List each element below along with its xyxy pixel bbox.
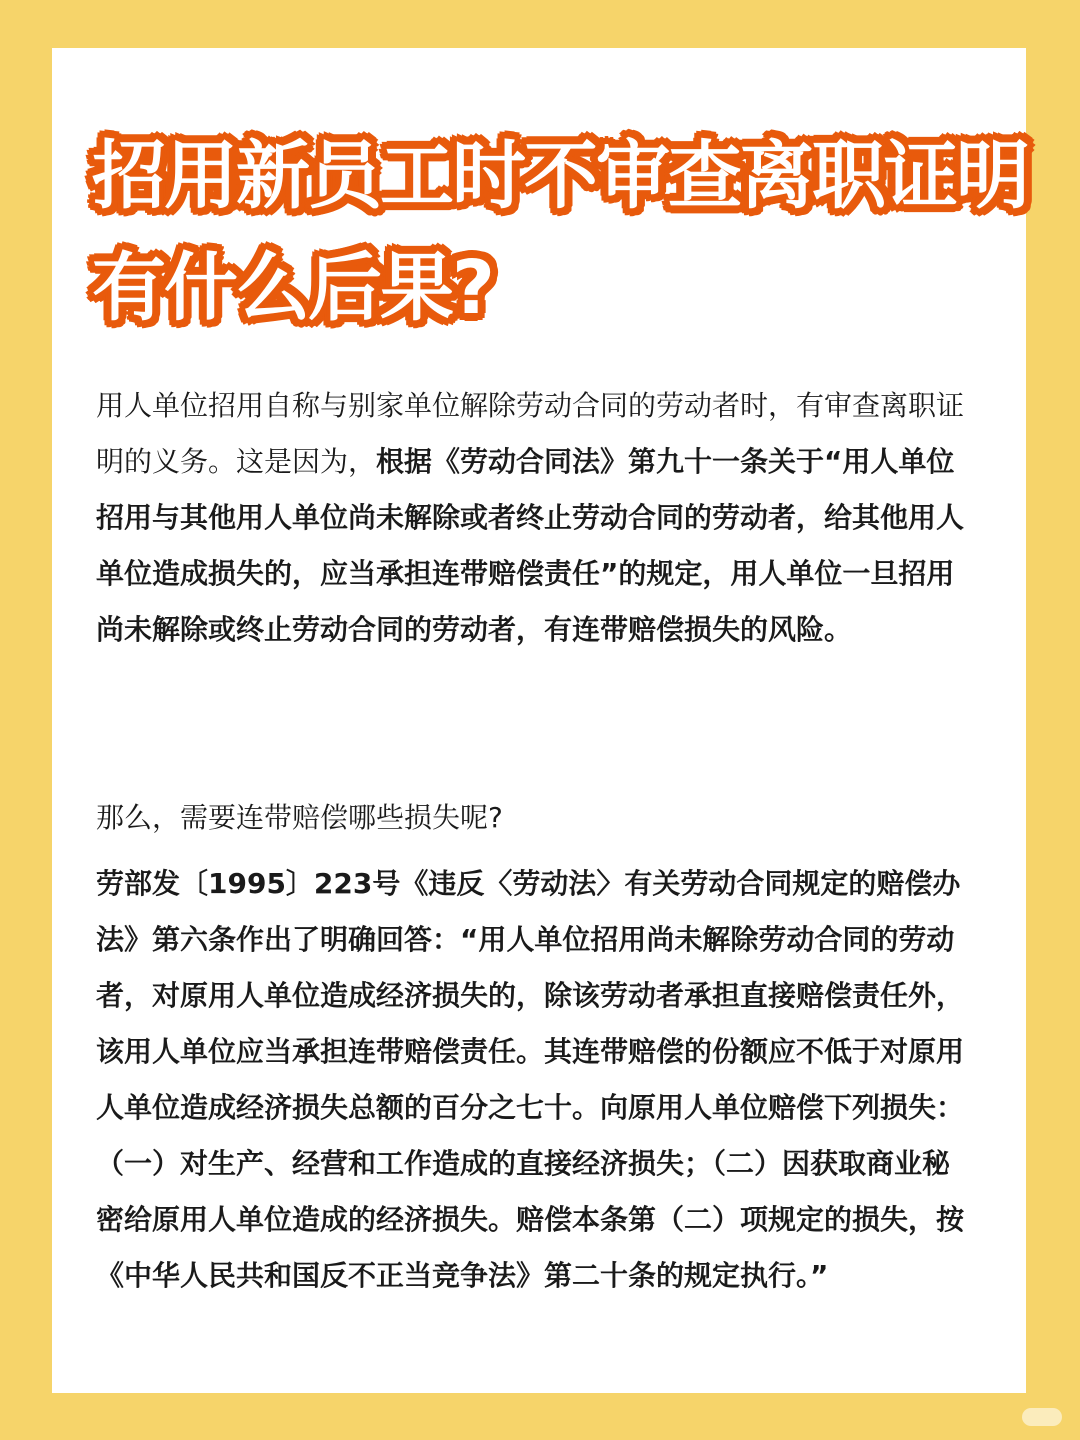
- intro-paragraph: [96, 378, 976, 658]
- page-title: [92, 120, 1028, 344]
- title-line-2: 有什么后果?: [92, 245, 493, 331]
- watermark-badge: [1022, 1408, 1062, 1426]
- answer-paragraph: 劳部发〔1995〕223号《违反〈劳动法〉有关劳动合同规定的赔偿办法》第六条作出了明确回答：“用人单位招用尚未解除劳动合同的劳动者，对原用人单位造成经济损失的，除该劳动者承担直接赔偿责任外，该用人单位应当承担连带赔偿责任。其连带赔偿的份额应不低于对原用人单位造成经济损失总额的百分之七十。向原用人单位赔偿下列损失：（一）对生产、经营和工作造成的直接经济损失；（二）因获取商业秘密给原用人单位造成的经济损失。赔偿本条第（二）项规定的损失，按《中华人民共和国反不正当竞争法》第二十条的规定执行。”: [96, 867, 965, 1292]
- title-line-1: 招用新员工时不审查离职证明: [92, 133, 1028, 219]
- intro-bold-text: 根据《劳动合同法》第九十一条关于“用人单位招用与其他用人单位尚未解除或者终止劳动合同的劳动者，给其他用人单位造成损失的，应当承担连带赔偿责任”的规定，用人单位一旦招用尚未解除或终止劳动合同的劳动者，有连带赔偿损失的风险。: [96, 445, 965, 646]
- question-paragraph: 那么，需要连带赔偿哪些损失呢?: [96, 801, 503, 834]
- content-card: [52, 48, 1026, 1393]
- intro-normal-text: 用人单位招用自称与别家单位解除劳动合同的劳动者时，有审查离职证明的义务。这是因为，: [96, 389, 965, 478]
